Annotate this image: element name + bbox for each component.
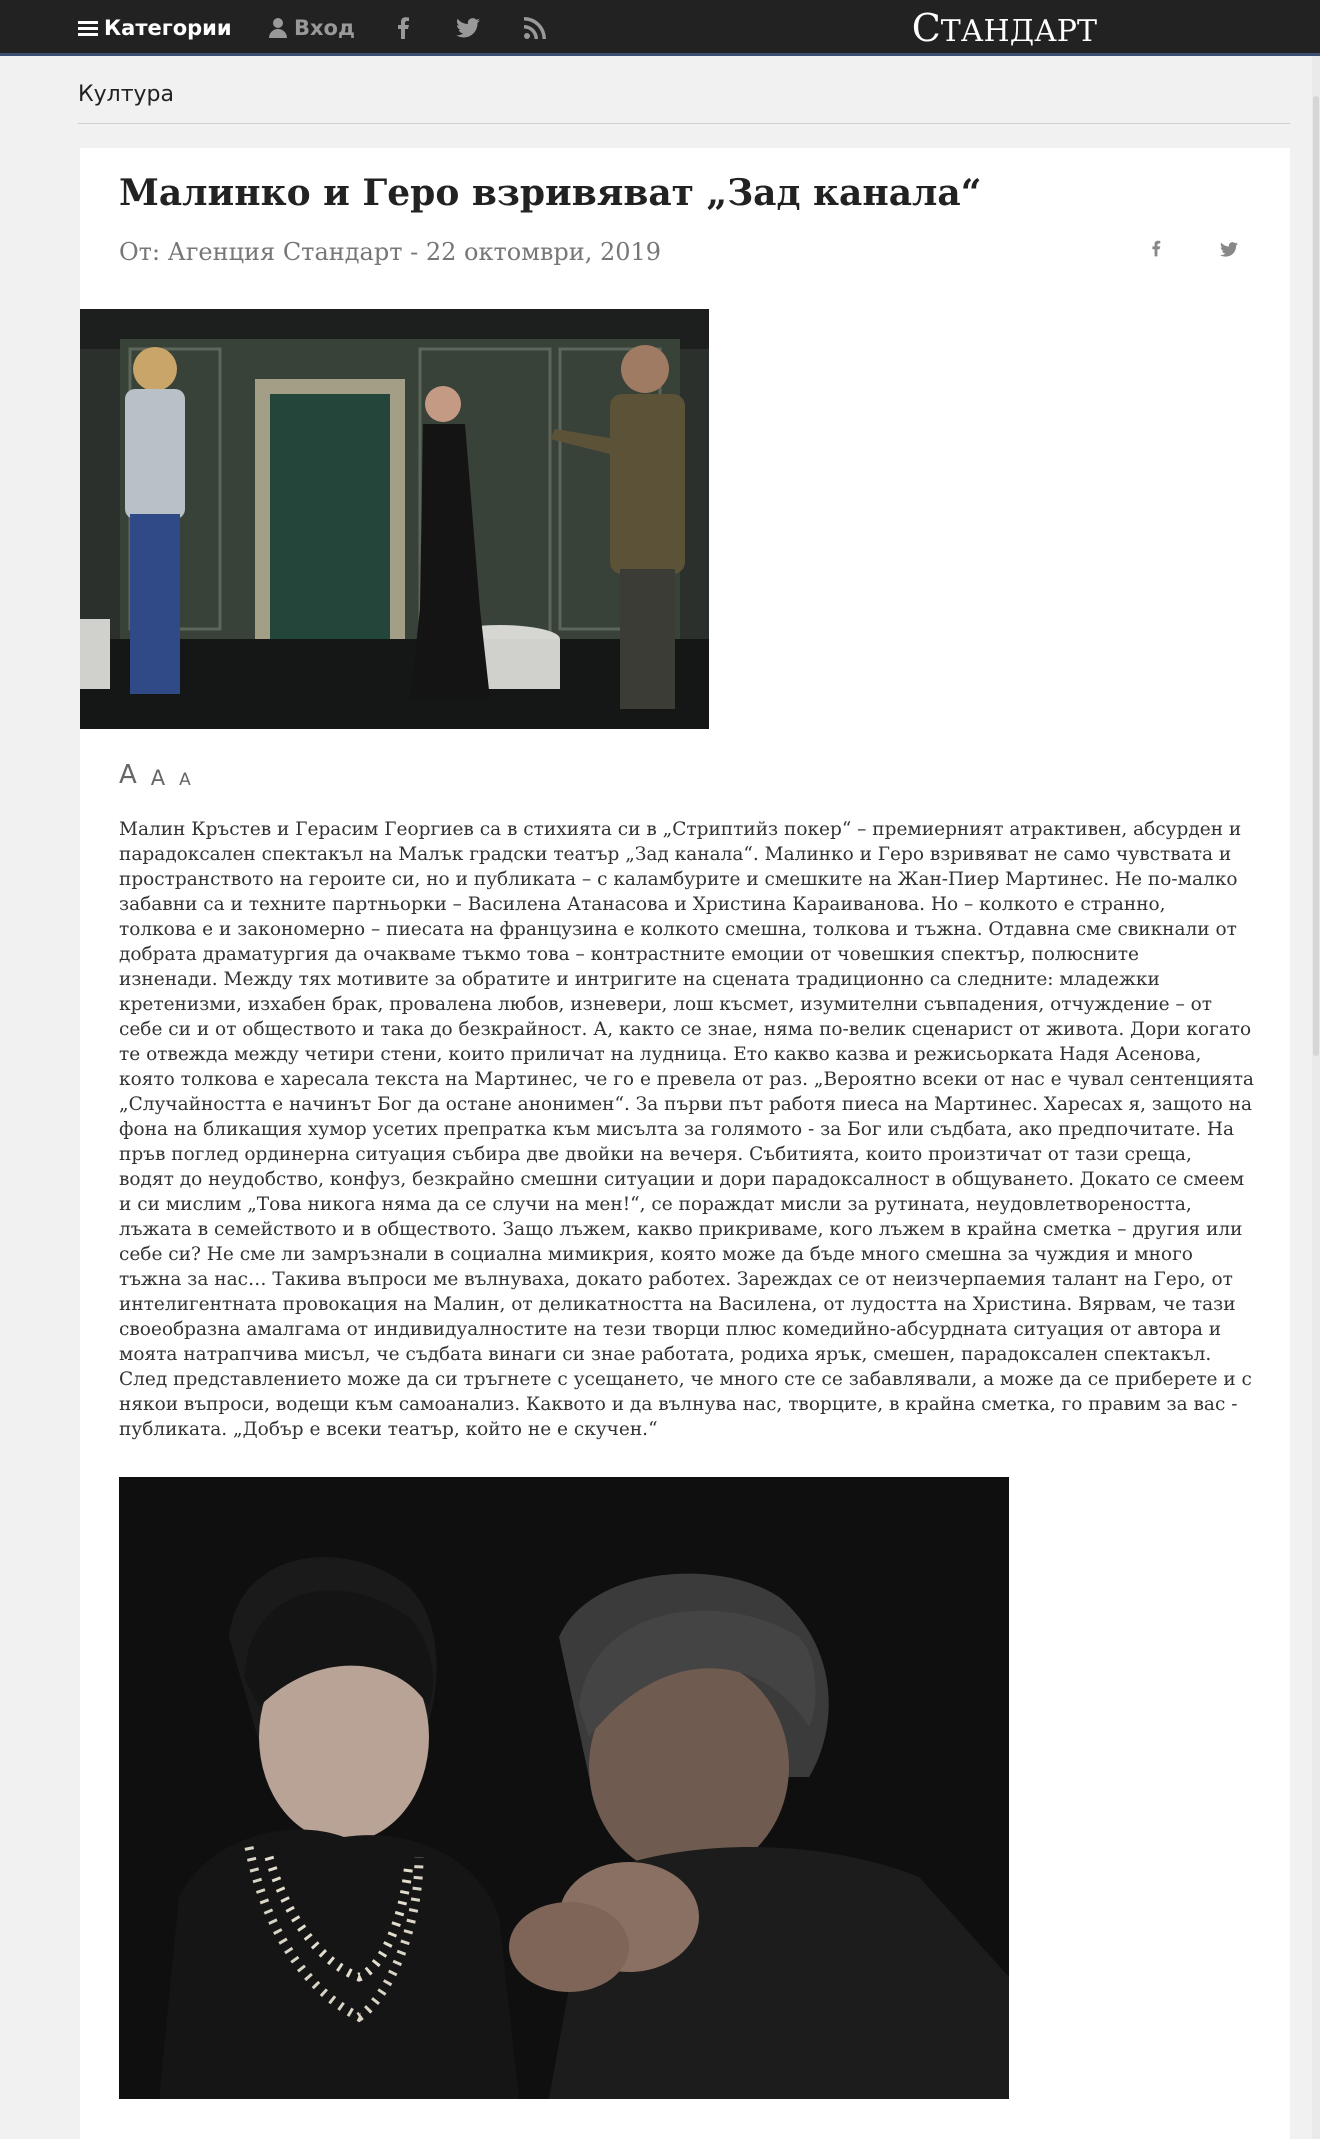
share-twitter-glyph: [1220, 242, 1238, 257]
logo-rest: ТАНДАРТ: [940, 14, 1097, 49]
categories-label: Категории: [104, 16, 232, 40]
body-line: водят до неудобство, конфуз, безкрайно смешни ситуации и дори парадоксалност в общуването. Докато се смеем: [119, 1169, 1245, 1190]
rss-glyph: [524, 17, 546, 39]
body-line: своеобразна амалгама от индивидуалностите на тези творци плюс комедийно-абсурдната ситуация от автора и: [119, 1319, 1222, 1340]
login-label: Вход: [294, 16, 355, 40]
body-line: публиката. „Добър е всеки театър, който не е скучен.“: [119, 1419, 658, 1440]
body-line: те отвежда между четири стени, които приличат на лудница. Ето какво казва и режисьорката Надя Асенова,: [119, 1044, 1202, 1065]
font-size-small-button[interactable]: A: [179, 770, 191, 790]
hamburger-icon: [78, 21, 98, 36]
body-line: която толкова е харесала текста на Мартинес, че го е превела от раз. „Вероятно всеки от нас е чувал сентенцията: [119, 1069, 1254, 1090]
share-twitter-icon[interactable]: [1220, 238, 1238, 262]
top-navigation-bar: [0, 0, 1320, 56]
body-line: добрата драматургия да очакваме тъкмо това – контрастните емоции от човешкия спектър, полюсните: [119, 944, 1139, 965]
categories-menu-button[interactable]: [78, 0, 232, 56]
font-size-large-button[interactable]: A: [119, 760, 137, 790]
stage-scene-illustration: [80, 309, 709, 729]
body-line: кретенизми, изхабен брак, провалена любов, изневери, лош късмет, изумителни съвпадения, отчуждение – от: [119, 994, 1212, 1015]
share-facebook-icon[interactable]: [1151, 238, 1161, 262]
body-line: интелигентната провокация на Малин, от деликатността на Василена, от лудостта на Христина. Вярвам, че тази: [119, 1294, 1236, 1315]
body-line: парадоксален спектакъл на Малък градски театър „Зад канала“. Малинко и Геро взривяват не само чувствата и: [119, 844, 1232, 865]
article-body: [119, 817, 1264, 1442]
article-second-photo: [119, 1477, 1009, 2099]
body-line: След представлението може да си тръгнете с усещането, че много сте се забавлявали, а може да се приберете и с: [119, 1369, 1252, 1390]
article-meta: От: Агенция Стандарт - 22 октомври, 2019: [119, 238, 662, 266]
actors-closeup-illustration: [119, 1477, 1009, 2099]
facebook-icon[interactable]: [396, 0, 410, 56]
body-line: лъжата в семейството и в обществото. Защо лъжем, какво прикриваме, кого лъжем в крайна сметка – другия или: [119, 1219, 1243, 1240]
body-line: изненади. Между тях мотивите за обратите и интригите на сцената традиционно са следните: младежки: [119, 969, 1160, 990]
body-line: фона на бликащия хумор усетих препратка към мисълта за голямото - за Бог или съдбата, ако предпочитате. На: [119, 1119, 1235, 1140]
body-line: тъжна за нас… Такива въпроси ме вълнуваха, докато работех. Зареждах се от неизчерпаемия талант на Геро, от: [119, 1269, 1233, 1290]
article-card: [80, 148, 1290, 2139]
body-line: забавни са и техните партньорки – Василена Атанасова и Христина Караиванова. Но – колкото е странно,: [119, 894, 1166, 915]
section-breadcrumb[interactable]: Култура: [78, 82, 1290, 124]
site-logo[interactable]: [912, 6, 1097, 50]
body-line: „Случайността е начинът Бог да остане анонимен“. За първи път работя пиеса на Мартинес. Харесах я, защото на: [119, 1094, 1252, 1115]
body-line: пространството на героите си, но и публиката – с каламбурите и смешките на Жан-Пиер Мартинес. Не по-малко: [119, 869, 1238, 890]
share-facebook-glyph: [1151, 240, 1161, 257]
twitter-glyph: [456, 18, 480, 38]
logo-first-letter: С: [911, 6, 941, 50]
article-title: Малинко и Геро взривяват „Зад канала“: [119, 172, 982, 214]
facebook-glyph: [396, 17, 410, 39]
body-line: някои въпроси, водещи към самоанализ. Каквото и да вълнува нас, творците, в крайна сметка, го правим за вас -: [119, 1394, 1238, 1415]
rss-icon[interactable]: [524, 0, 546, 56]
article-main-photo: [80, 309, 709, 729]
body-line: Малин Кръстев и Герасим Георгиев са в стихията си в „Стриптийз покер“ – премиерният атрактивен, абсурден и: [119, 819, 1242, 840]
font-size-controls: [119, 758, 191, 790]
body-line: и си мислим „Това никога няма да се случи на мен!“, се пораждат мисли за рутината, неудовлетвореността,: [119, 1194, 1192, 1215]
page-scrollbar[interactable]: [1312, 56, 1320, 2139]
login-link[interactable]: [268, 0, 355, 56]
user-icon: [268, 18, 288, 38]
body-line: моята натрапчива мисъл, че съдбата винаги си знае работата, родиха ярък, смешен, парадоксален спектакъл.: [119, 1344, 1212, 1365]
body-line: толкова е и закономерно – пиесата на французина е колкото смешна, толкова и тъжна. Отдавна сме свикнали от: [119, 919, 1237, 940]
font-size-medium-button[interactable]: A: [150, 766, 166, 790]
body-line: пръв поглед ординерна ситуация събира две двойки на вечеря. Събитията, които произтичат от тази среща,: [119, 1144, 1192, 1165]
body-line: себе си и от обществото и така до безкрайност. А, както се знае, няма по-велик сценарист от живота. Дори когато: [119, 1019, 1252, 1040]
twitter-icon[interactable]: [456, 0, 480, 56]
body-line: себе си? Не сме ли замръзнали в социална мимикрия, която може да бъде много смешна за чуждия и много: [119, 1244, 1193, 1265]
